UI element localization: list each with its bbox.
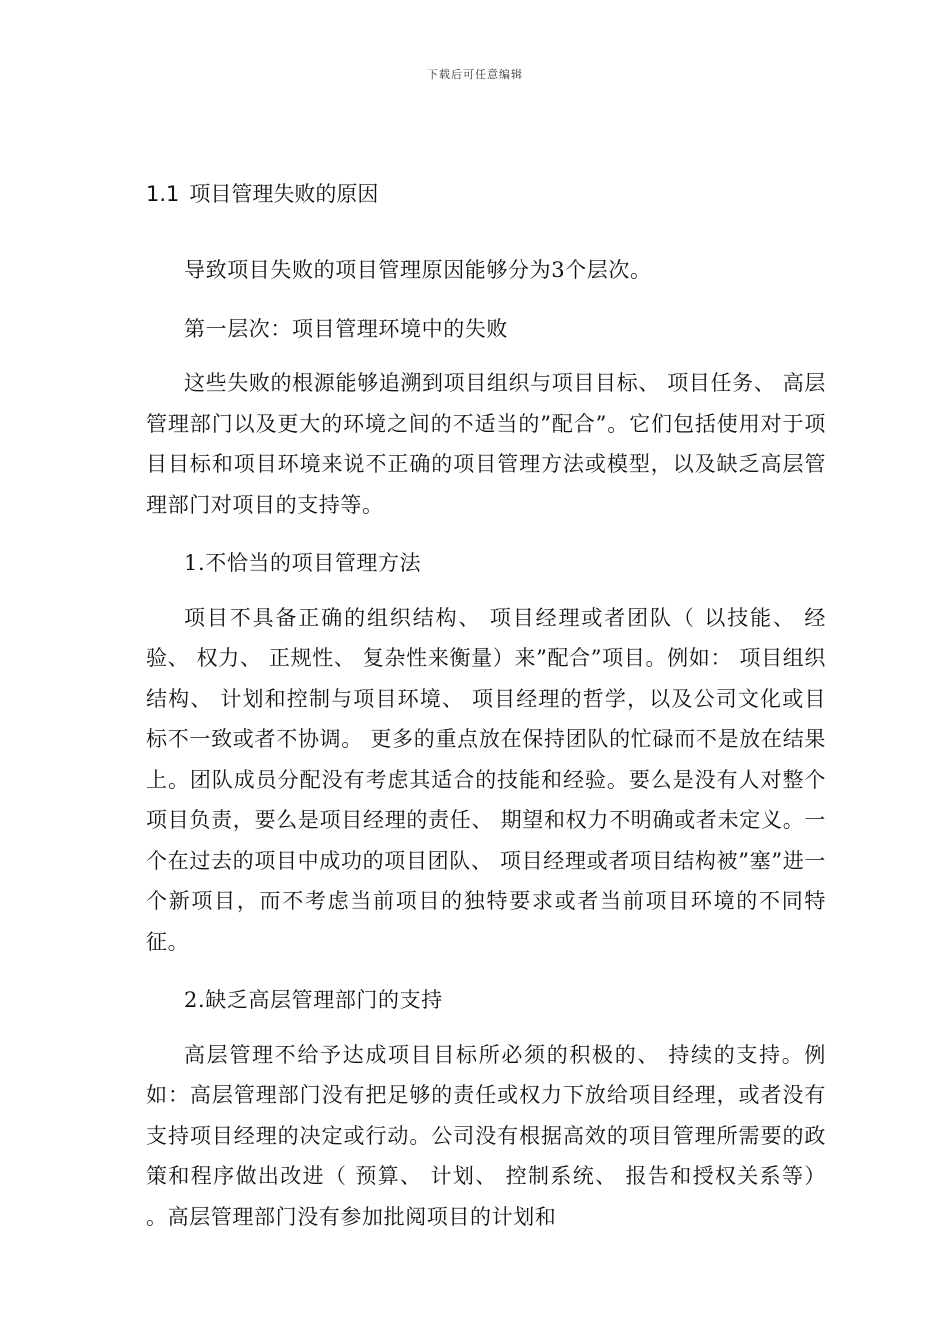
paragraph-level-one-body: 这些失败的根源能够追溯到项目组织与项目目标、 项目任务、 高层管理部门以及更大的环境之间的不适当的”配合”。它们包括使用对于项目目标和项目环境来说不正确的项目管理方法或模型，以及缺乏高层管理部门对项目的支持等。 — [146, 371, 826, 517]
section-heading — [146, 178, 378, 208]
header-note: 下载后可任意编辑 — [427, 68, 523, 81]
section-number: 1.1 — [146, 182, 180, 206]
paragraph-level-one-heading: 第一层次：项目管理环境中的失败 — [184, 316, 508, 341]
paragraph-subsection-2-body: 高层管理不给予达成项目目标所必须的积极的、 持续的支持。例如：高层管理部门没有把足够的责任或权力下放给项目经理，或者没有支持项目经理的决定或行动。公司没有根据高效的项目管理所需要的政策和程序做出改进（ 预算、 计划、 控制系统、 报告和授权关系等） 。高层管理部门没有参加批阅项目的计划和 — [146, 1042, 826, 1229]
paragraph-subheading-1: 1.不恰当的项目管理方法 — [184, 551, 422, 575]
section-title: 项目管理失败的原因 — [189, 182, 379, 206]
paragraph-intro: 导致项目失败的项目管理原因能够分为3个层次。 — [184, 258, 652, 282]
paragraph-subheading-2: 2.缺乏高层管理部门的支持 — [184, 988, 443, 1012]
paragraph-subsection-1-body: 项目不具备正确的组织结构、 项目经理或者团队（ 以技能、 经验、 权力、 正规性、 复杂性来衡量）来”配合”项目。例如： 项目组织结构、 计划和控制与项目环境、 项目经理的哲学，以及公司文化或目标不一致或者不协调。 更多的重点放在保持团队的忙碌而不是放在结果上。团队成员分配没有考虑其适合的技能和经验。要么是没有人对整个项目负责，要么是项目经理的责任、 期望和权力不明确或者未定义。一个在过去的项目中成功的项目团队、 项目经理或者项目结构被”塞”进一个新项目，而不考虑当前项目的独特要求或者当前项目环境的不同特征。 — [146, 605, 826, 954]
body-text — [146, 250, 826, 1255]
